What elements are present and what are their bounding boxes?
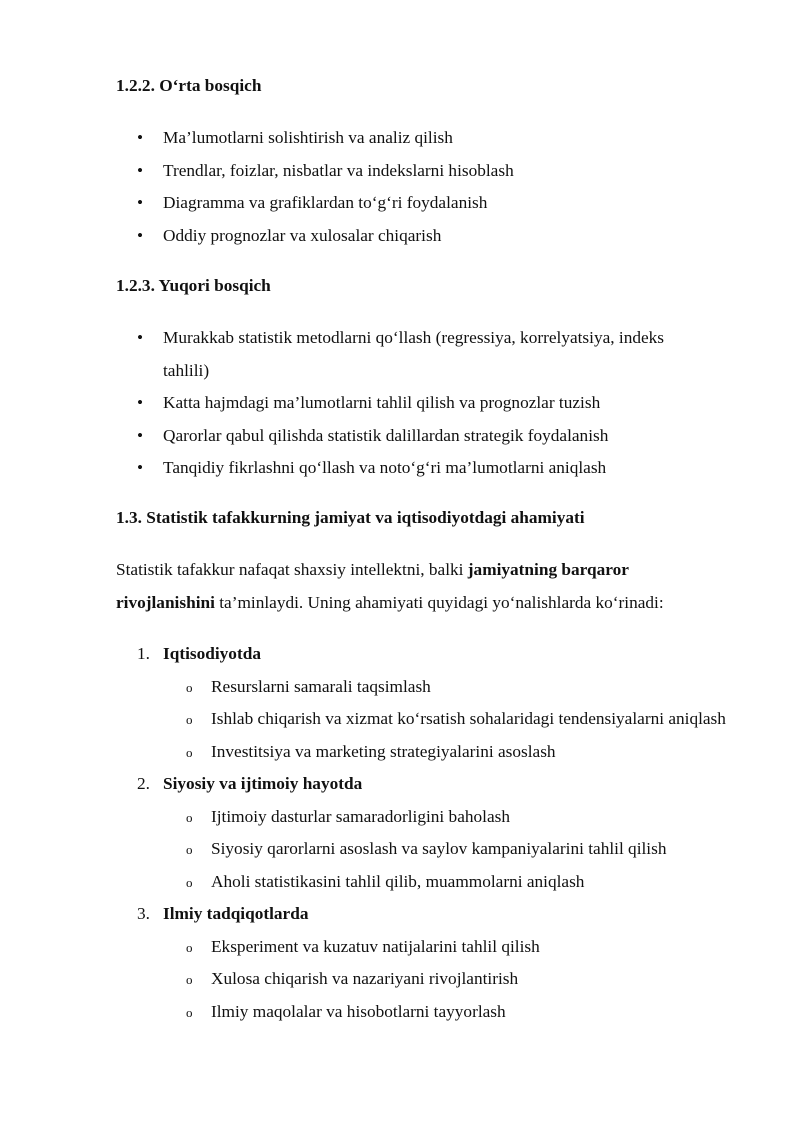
numbered-item-iqtisodiyot bbox=[116, 638, 731, 768]
sub-list-item: o Resurslarni samarali taqsimlash bbox=[211, 671, 731, 704]
intro-paragraph bbox=[116, 554, 696, 619]
item-number: 1. bbox=[137, 644, 150, 663]
sub-list bbox=[163, 931, 731, 1029]
item-title: Ilmiy tadqiqotlarda bbox=[163, 904, 309, 923]
list-item: • Murakkab statistik metodlarni qo‘llash (regressiya, korrelyatsiya, indeks tahlili) bbox=[116, 322, 708, 387]
bullet-list-orta-bosqich bbox=[116, 122, 514, 252]
sub-list bbox=[163, 801, 731, 899]
numbered-item-ilmiy bbox=[116, 898, 731, 1028]
item-number: 3. bbox=[137, 904, 150, 923]
numbered-list-areas bbox=[116, 638, 731, 1028]
section-heading-1-2-3: 1.2.3. Yuqori bosqich bbox=[116, 276, 271, 295]
intro-text-bold: jamiyatning barqaror rivojlanishini bbox=[116, 560, 629, 612]
item-title: Iqtisodiyotda bbox=[163, 644, 261, 663]
list-item: • Oddiy prognozlar va xulosalar chiqarish bbox=[116, 220, 514, 253]
intro-text-end: ta’minlaydi. Uning ahamiyati quyidagi yo‘nalishlarda ko‘rinadi: bbox=[214, 592, 664, 612]
section-heading-1-3: 1.3. Statistik tafakkurning jamiyat va iqtisodiyotdagi ahamiyati bbox=[116, 508, 585, 527]
sub-list-item: o Ishlab chiqarish va xizmat ko‘rsatish sohalaridagi tendensiyalarni aniqlash bbox=[211, 703, 731, 736]
list-item: • Diagramma va grafiklardan to‘g‘ri foydalanish bbox=[116, 187, 514, 220]
intro-text-start: Statistik tafakkur nafaqat shaxsiy intellektni, balki bbox=[116, 560, 468, 579]
sub-list-item: o Investitsiya va marketing strategiyalarini asoslash bbox=[211, 736, 731, 769]
list-item: • Ma’lumotlarni solishtirish va analiz qilish bbox=[116, 122, 514, 155]
sub-list-item: o Siyosiy qarorlarni asoslash va saylov kampaniyalarini tahlil qilish bbox=[211, 833, 731, 866]
sub-list-item: o Aholi statistikasini tahlil qilib, muammolarni aniqlash bbox=[211, 866, 731, 899]
sub-list bbox=[163, 671, 731, 769]
list-item: • Qarorlar qabul qilishda statistik dalillardan strategik foydalanish bbox=[116, 420, 708, 453]
sub-list-item: o Xulosa chiqarish va nazariyani rivojlantirish bbox=[211, 963, 731, 996]
item-title: Siyosiy va ijtimoiy hayotda bbox=[163, 774, 363, 793]
sub-list-item: o Eksperiment va kuzatuv natijalarini tahlil qilish bbox=[211, 931, 731, 964]
section-heading-1-2-2: 1.2.2. O‘rta bosqich bbox=[116, 76, 262, 95]
list-item: • Trendlar, foizlar, nisbatlar va indekslarni hisoblash bbox=[116, 155, 514, 188]
sub-list-item: o Ilmiy maqolalar va hisobotlarni tayyorlash bbox=[211, 996, 731, 1029]
numbered-item-siyosiy bbox=[116, 768, 731, 898]
list-item: • Tanqidiy fikrlashni qo‘llash va noto‘g‘ri ma’lumotlarni aniqlash bbox=[116, 452, 708, 485]
bullet-list-yuqori-bosqich bbox=[116, 322, 708, 485]
list-item: • Katta hajmdagi ma’lumotlarni tahlil qilish va prognozlar tuzish bbox=[116, 387, 708, 420]
item-number: 2. bbox=[137, 774, 150, 793]
sub-list-item: o Ijtimoiy dasturlar samaradorligini baholash bbox=[211, 801, 731, 834]
